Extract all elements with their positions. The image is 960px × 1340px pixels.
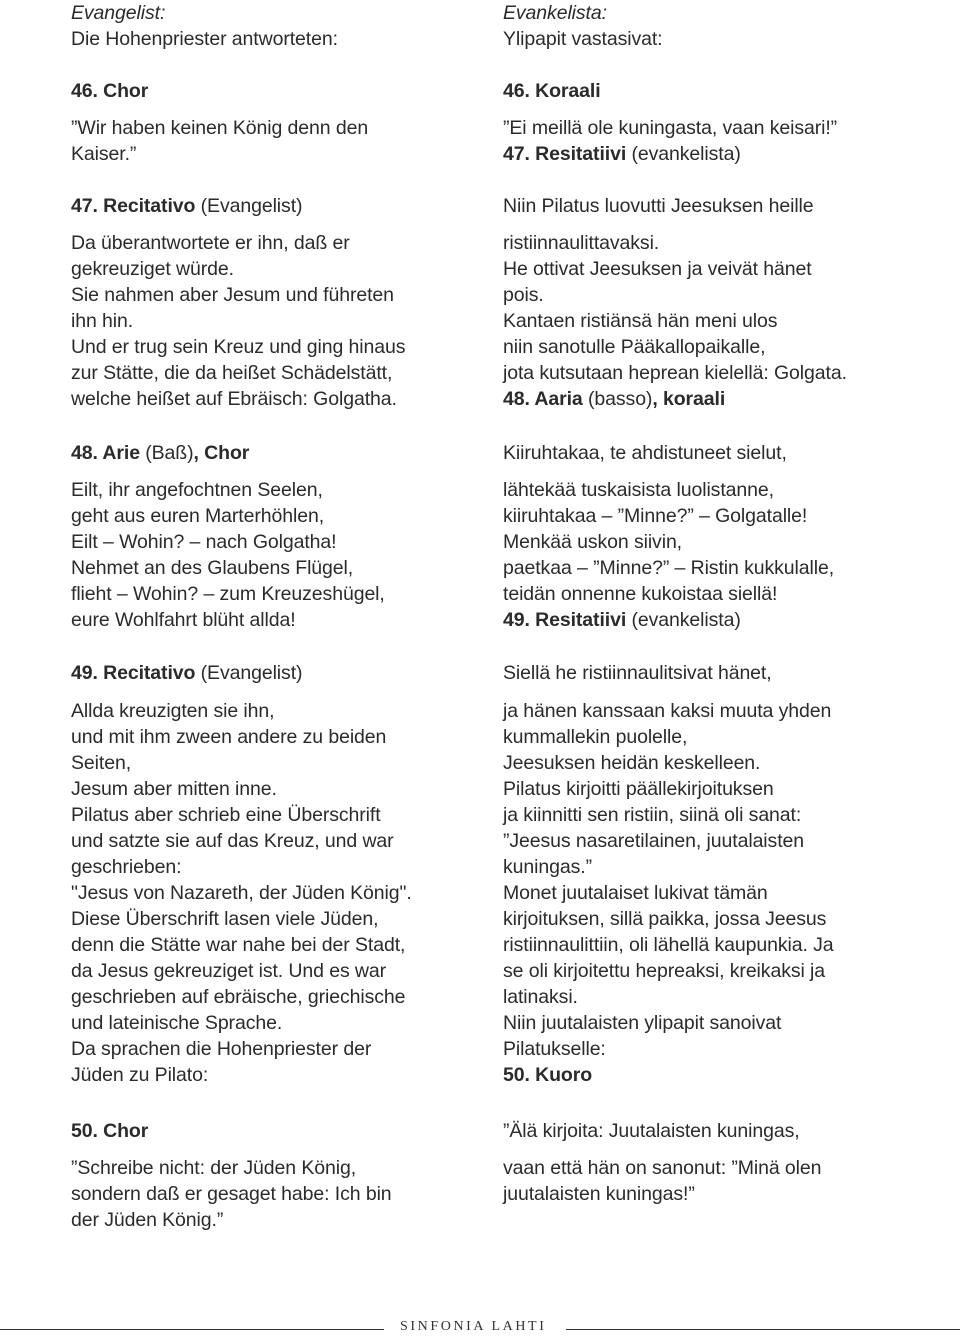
text-line [503,698,831,724]
text-segment: Jeesuksen heidän keskelleen. [503,752,761,774]
text-line [71,230,350,256]
text-segment: ja kiinnitti sen ristiin, siinä oli sanat: [503,804,802,826]
text-segment: Diese Überschrift lasen viele Jüden, [71,908,379,930]
text-line [71,26,338,52]
text-segment: Kaiser.” [71,143,137,165]
text-line [503,282,544,308]
text-segment: Kantaen ristiänsä hän meni ulos [503,310,778,332]
text-line [503,555,834,581]
text-line [503,1181,695,1207]
text-segment: kirjoituksen, sillä paikka, jossa Jeesus [503,908,827,930]
text-segment: Menkää uskon siivin, [503,531,683,553]
text-line [503,958,825,984]
text-segment: Allda kreuzigten sie ihn, [71,700,275,722]
text-line [503,828,804,854]
page-footer [0,1318,960,1340]
text-segment: Eilt, ihr angefochtnen Seelen, [71,479,323,501]
text-line [71,115,368,141]
text-line [503,141,741,167]
text-line [503,503,807,529]
text-segment: Kiiruhtakaa, te ahdistuneet sielut, [503,442,787,464]
text-line [71,529,336,555]
text-line [503,1062,592,1088]
heading-text: 47. Resitatiivi [503,143,627,165]
text-line [71,1181,392,1207]
heading-text: 48. Arie [71,442,140,464]
text-line [503,1010,781,1036]
section-heading [71,1118,148,1144]
text-line [503,1036,606,1062]
text-line [71,477,323,503]
text-segment: sondern daß er gesaget habe: Ich bin [71,1183,392,1205]
text-segment: welche heißet auf Ebräisch: Golgatha. [71,388,397,410]
text-line [503,386,725,412]
text-segment: Ylipapit vastasivat: [503,28,663,50]
text-line [503,256,812,282]
section-heading [71,193,302,219]
text-segment: der Jüden König.” [71,1209,224,1231]
text-segment: ja hänen kanssaan kaksi muuta yhden [503,700,832,722]
text-segment: (Evangelist) [195,195,303,217]
section-heading [71,440,249,466]
text-line [503,230,659,256]
text-line [71,503,324,529]
text-segment: ristiinnaulittavaksi. [503,232,660,254]
text-line [503,1155,821,1181]
text-segment: (evankelista) [626,143,741,165]
text-segment: Niin juutalaisten ylipapit sanoivat [503,1012,782,1034]
text-segment: Da überantwortete er ihn, daß er [71,232,350,254]
heading-text: , koraali [652,388,726,410]
text-line [71,828,394,854]
text-line [503,308,777,334]
text-segment: denn die Stätte war nahe bei der Stadt, [71,934,406,956]
text-line [71,308,133,334]
text-segment: kiiruhtakaa – ”Minne?” – Golgatalle! [503,505,808,527]
heading-text: 50. Chor [71,1120,149,1142]
section-heading [503,1118,800,1144]
text-segment: (evankelista) [626,609,741,631]
text-line [71,1207,223,1233]
text-segment: Pilatus aber schrieb eine Überschrift [71,804,381,826]
text-segment: ”Jeesus nasaretilainen, juutalaisten [503,830,805,852]
heading-text: 49. Resitatiivi [503,609,627,631]
section-heading [503,440,787,466]
text-line [71,607,296,633]
heading-text: 49. Recitativo [71,662,196,684]
text-line [503,932,834,958]
text-line [71,360,392,386]
text-line [503,880,768,906]
text-segment: ihn hin. [71,310,134,332]
text-line [503,724,687,750]
section-heading [503,660,772,686]
text-line [71,386,397,412]
speaker-label: Evankelista: [503,2,607,24]
text-segment: kummallekin puolelle, [503,726,688,748]
text-segment: geschrieben auf ebräische, griechische [71,986,406,1008]
text-segment: pois. [503,284,544,306]
text-segment: ”Wir haben keinen König denn den [71,117,369,139]
text-segment: Pilatus kirjoitti päällekirjoituksen [503,778,774,800]
text-line [71,802,381,828]
text-line [71,141,136,167]
text-segment: ”Älä kirjoita: Juutalaisten kuningas, [503,1120,800,1142]
text-segment: ”Schreibe nicht: der Jüden König, [71,1157,357,1179]
text-segment: Die Hohenpriester antworteten: [71,28,338,50]
heading-text: 46. Chor [71,80,149,102]
text-line [71,1010,282,1036]
text-line [71,282,394,308]
text-line [71,724,386,750]
text-segment: Eilt – Wohin? – nach Golgatha! [71,531,337,553]
text-line [71,880,412,906]
text-line [503,906,826,932]
text-segment: und mit ihm zween andere zu beiden [71,726,387,748]
text-line [503,360,847,386]
text-line [503,776,774,802]
text-segment: paetkaa – ”Minne?” – Ristin kukkulalle, [503,557,835,579]
footer-rule-left [0,1329,384,1330]
text-line [71,932,405,958]
text-segment: geht aus euren Marterhöhlen, [71,505,325,527]
text-line [503,115,837,141]
footer-rule-right [566,1329,960,1330]
text-line [71,776,277,802]
text-segment: Jesum aber mitten inne. [71,778,277,800]
section-heading [503,78,601,104]
text-line [503,529,682,555]
text-segment: da Jesus gekreuziget ist. Und es war [71,960,387,982]
text-line [71,0,165,26]
text-segment: kuningas.” [503,856,592,878]
footer-brand: SINFONIA LAHTI [400,1319,547,1334]
text-segment: Niin Pilatus luovutti Jeesuksen heille [503,195,814,217]
text-segment: se oli kirjoitettu hepreaksi, kreikaksi ja [503,960,826,982]
text-line [71,334,405,360]
speaker-label: Evangelist: [71,2,166,24]
heading-text: 48. Aaria [503,388,583,410]
text-segment: und lateinische Sprache. [71,1012,283,1034]
text-segment: Und er trug sein Kreuz und ging hinaus [71,336,406,358]
heading-text: , Chor [193,442,250,464]
section-heading [71,78,148,104]
text-segment: latinaksi. [503,986,578,1008]
text-segment: und satzte sie auf das Kreuz, und war [71,830,394,852]
text-line [503,26,663,52]
text-segment: Pilatukselle: [503,1038,606,1060]
text-line [71,555,353,581]
text-segment: ristiinnaulittiin, oli lähellä kaupunkia. Ja [503,934,834,956]
text-segment: teidän onnenne kukoistaa siellä! [503,583,778,605]
text-segment: Sie nahmen aber Jesum und führeten [71,284,394,306]
text-segment: zur Stätte, die da heißet Schädelstätt, [71,362,393,384]
text-segment: Jüden zu Pilato: [71,1064,209,1086]
text-segment: niin sanotulle Pääkallopaikalle, [503,336,766,358]
text-segment: (Evangelist) [195,662,303,684]
text-segment: jota kutsutaan heprean kielellä: Golgata. [503,362,847,384]
text-segment: juutalaisten kuningas!” [503,1183,695,1205]
text-segment: flieht – Wohin? – zum Kreuzeshügel, [71,583,385,605]
text-line [503,750,760,776]
text-line [71,1155,356,1181]
text-segment: Nehmet an des Glaubens Flügel, [71,557,354,579]
text-segment: Seiten, [71,752,132,774]
text-line [71,698,274,724]
text-segment: eure Wohlfahrt blüht allda! [71,609,296,631]
section-heading [71,660,302,686]
text-line [503,477,774,503]
text-segment: lähtekää tuskaisista luolistanne, [503,479,774,501]
text-line [71,984,405,1010]
text-line [71,1062,208,1088]
text-line [71,1036,371,1062]
text-line [71,958,386,984]
text-line [503,581,777,607]
section-heading [503,193,814,219]
heading-text: 47. Recitativo [71,195,196,217]
text-line [503,802,801,828]
heading-text: 46. Koraali [503,80,601,102]
heading-text: 50. Kuoro [503,1064,593,1086]
text-segment: "Jesus von Nazareth, der Jüden König". [71,882,412,904]
text-line [503,0,607,26]
text-line [71,256,234,282]
text-line [71,906,378,932]
text-line [503,984,578,1010]
text-segment: Monet juutalaiset lukivat tämän [503,882,768,904]
text-segment: geschrieben: [71,856,182,878]
text-segment: gekreuziget würde. [71,258,234,280]
text-segment: Siellä he ristiinnaulitsivat hänet, [503,662,772,684]
text-line [71,750,131,776]
text-line [503,334,765,360]
text-segment: ”Ei meillä ole kuningasta, vaan keisari!” [503,117,838,139]
text-line [71,581,385,607]
text-segment: He ottivat Jeesuksen ja veivät hänet [503,258,812,280]
text-segment: (Baß) [139,442,194,464]
text-line [503,854,592,880]
text-line [71,854,181,880]
text-line [503,607,741,633]
text-segment: Da sprachen die Hohenpriester der [71,1038,372,1060]
text-segment: vaan että hän on sanonut: ”Minä olen [503,1157,822,1179]
text-segment: (basso) [582,388,653,410]
